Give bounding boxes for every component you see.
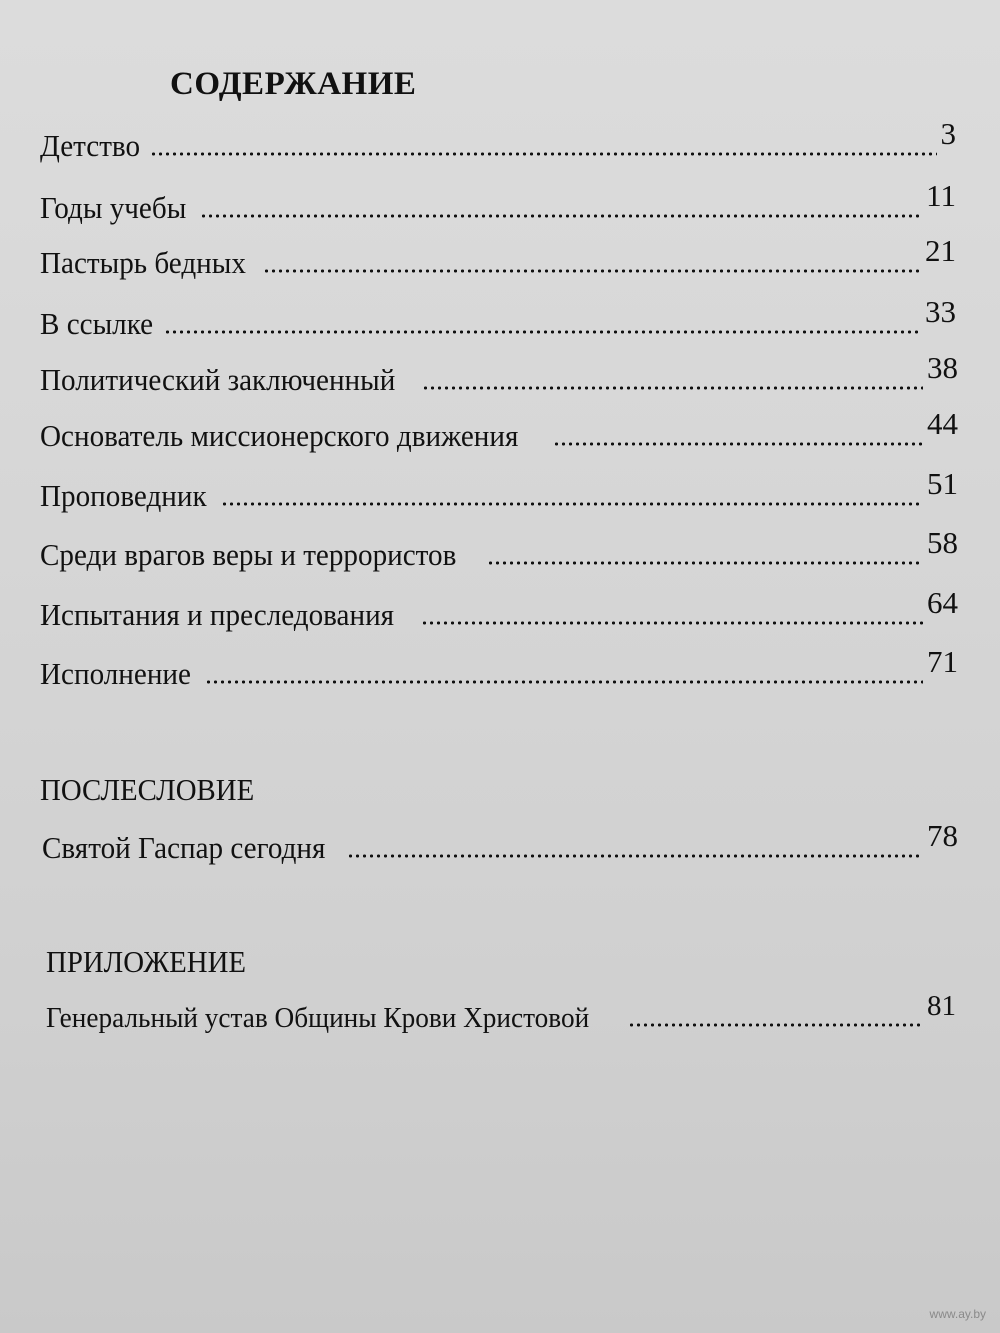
appendix-heading: ПРИЛОЖЕНИЕ [46,944,247,979]
appendix-entry [46,990,956,1035]
appendix-entry-label: Генеральный устав Общины Крови Христовой [46,1002,590,1034]
toc-entry-label: Среди врагов веры и террористов [40,537,457,572]
dot-leader [628,1023,923,1027]
appendix-entry-page: 81 [927,990,956,1022]
afterword-heading: ПОСЛЕСЛОВИЕ [40,772,255,807]
toc-entry [40,294,956,342]
toc-entry-label: Детство [40,128,141,163]
toc-entry-page: 51 [927,466,958,501]
toc-entry [40,116,956,164]
dot-leader [553,442,923,446]
dot-leader [421,621,923,625]
dot-leader [200,214,923,218]
toc-entry-page: 21 [925,233,956,268]
toc-entry-label: Испытания и преследования [40,597,395,632]
toc-entry [40,525,958,573]
toc-entry-page: 71 [927,644,958,679]
dot-leader [422,386,923,390]
site-watermark: www.ay.by [929,1307,986,1321]
toc-entry-page: 11 [926,178,956,213]
toc-entry-label: Политический заключенный [40,362,396,397]
afterword-entry-page: 78 [927,818,958,853]
toc-entry [40,178,956,226]
toc-entry-label: Годы учебы [40,190,187,225]
afterword-entry-label: Святой Гаспар сегодня [42,830,326,865]
toc-entry-page: 64 [927,585,958,620]
toc-entry-label: Основатель миссионерского движения [40,418,519,453]
toc-entry [40,466,958,514]
dot-leader [487,561,923,565]
dot-leader [221,502,923,506]
dot-leader [205,680,923,684]
toc-entry-page: 58 [927,525,958,560]
toc-entry [40,406,958,454]
toc-entry-page: 33 [925,294,956,329]
dot-leader [263,269,921,273]
toc-entry [40,233,956,281]
toc-entry-label: Исполнение [40,656,191,691]
toc-entry-page: 44 [927,406,958,441]
toc-entry [40,644,958,692]
toc-entry [40,350,958,398]
toc-entry-label: Проповедник [40,478,207,513]
contents-heading: СОДЕРЖАНИЕ [170,66,417,102]
toc-entry-label: В ссылке [40,306,154,341]
dot-leader [150,152,936,156]
toc-entry-label: Пастырь бедных [40,245,246,280]
toc-entry [40,585,958,633]
toc-entry-page: 3 [940,116,956,151]
dot-leader [164,330,921,334]
toc-entry-page: 38 [927,350,958,385]
dot-leader [347,854,923,858]
afterword-entry [42,818,958,866]
